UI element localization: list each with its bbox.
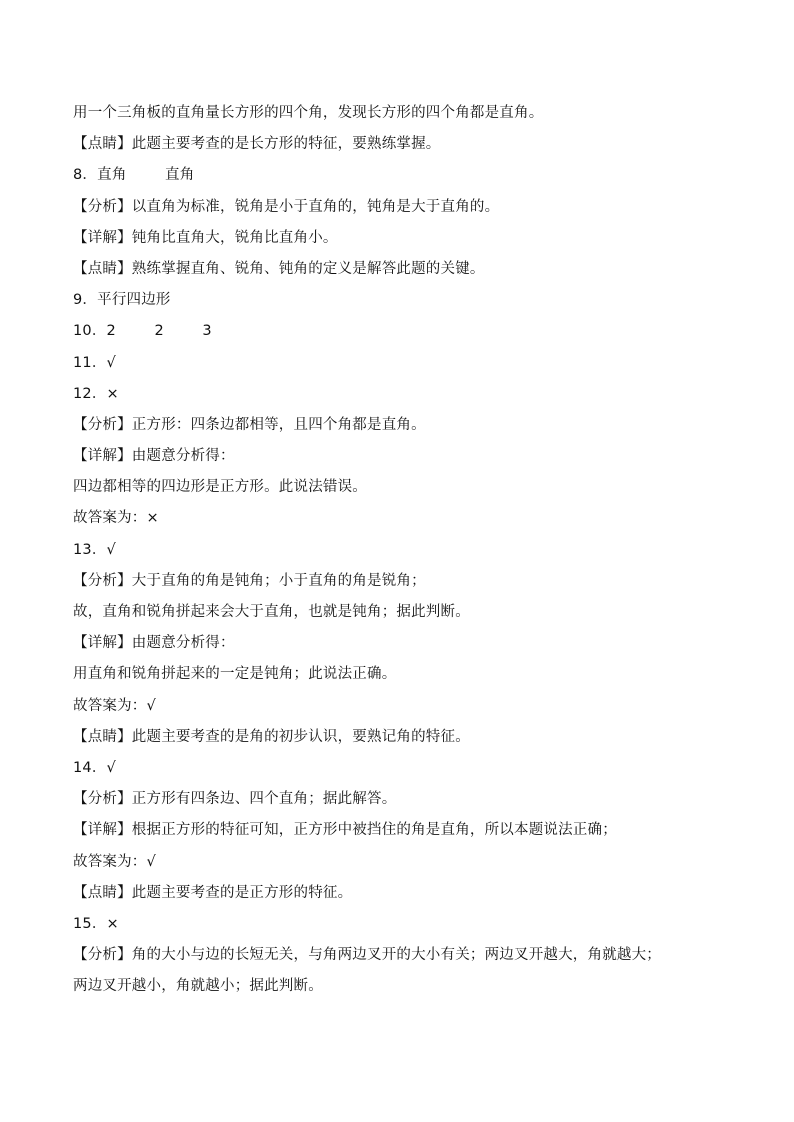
text-line: 【点睛】此题主要考查的是正方形的特征。: [73, 884, 353, 901]
text-line: 【分析】正方形有四条边、四个直角；据此解答。: [73, 791, 397, 808]
text-line: 【点睛】熟练掌握直角、锐角、钝角的定义是解答此题的关键。: [73, 260, 485, 277]
text-line: 用一个三角板的直角量长方形的四个角，发现长方形的四个角都是直角。: [73, 105, 544, 121]
text-line: 【详解】根据正方形的特征可知，正方形中被挡住的角是直角，所以本题说法正确；: [73, 822, 617, 839]
text-line: 【详解】钝角比直角大，锐角比直角小。: [73, 229, 338, 246]
text-line: 【点睛】此题主要考查的是长方形的特征，要熟练掌握。: [73, 136, 441, 153]
text-line: 【分析】以直角为标准，锐角是小于直角的，钝角是大于直角的。: [73, 198, 500, 215]
answer-line-12: 12．×: [73, 385, 119, 402]
answer-line-15: 15．×: [73, 915, 119, 932]
text-line: 两边叉开越小，角就越小；据此判断。: [73, 978, 323, 995]
answer-line-14: 14．√: [73, 759, 116, 776]
answer-content: [73, 101, 733, 1005]
answer-line-10: 10．2 2 3: [73, 323, 212, 340]
answer-line-9: 9．平行四边形: [73, 292, 171, 309]
text-line: 故，直角和锐角拼起来会大于直角，也就是钝角；据此判断。: [73, 604, 470, 620]
text-line: 四边都相等的四边形是正方形。此说法错误。: [73, 479, 367, 496]
text-line: 故答案为：×: [73, 510, 159, 527]
answer-line-11: 11．√: [73, 354, 116, 371]
text-line: 【详解】由题意分析得：: [73, 448, 235, 465]
text-line: 故答案为：√: [73, 697, 156, 714]
text-line: 【详解】由题意分析得：: [73, 635, 235, 652]
text-line: 用直角和锐角拼起来的一定是钝角；此说法正确。: [73, 666, 397, 683]
text-line: 【分析】大于直角的角是钝角；小于直角的角是锐角；: [73, 572, 426, 589]
answer-line-13: 13．√: [73, 541, 116, 558]
text-line: 【分析】正方形：四条边都相等，且四个角都是直角。: [73, 416, 426, 433]
text-line: 【分析】角的大小与边的长短无关，与角两边叉开的大小有关；两边叉开越大，角就越大；: [73, 947, 661, 964]
answer-line-8: 8．直角 直角: [73, 167, 195, 184]
text-line: 故答案为：√: [73, 853, 156, 870]
text-line: 【点睛】此题主要考查的是角的初步认识，要熟记角的特征。: [73, 728, 470, 745]
